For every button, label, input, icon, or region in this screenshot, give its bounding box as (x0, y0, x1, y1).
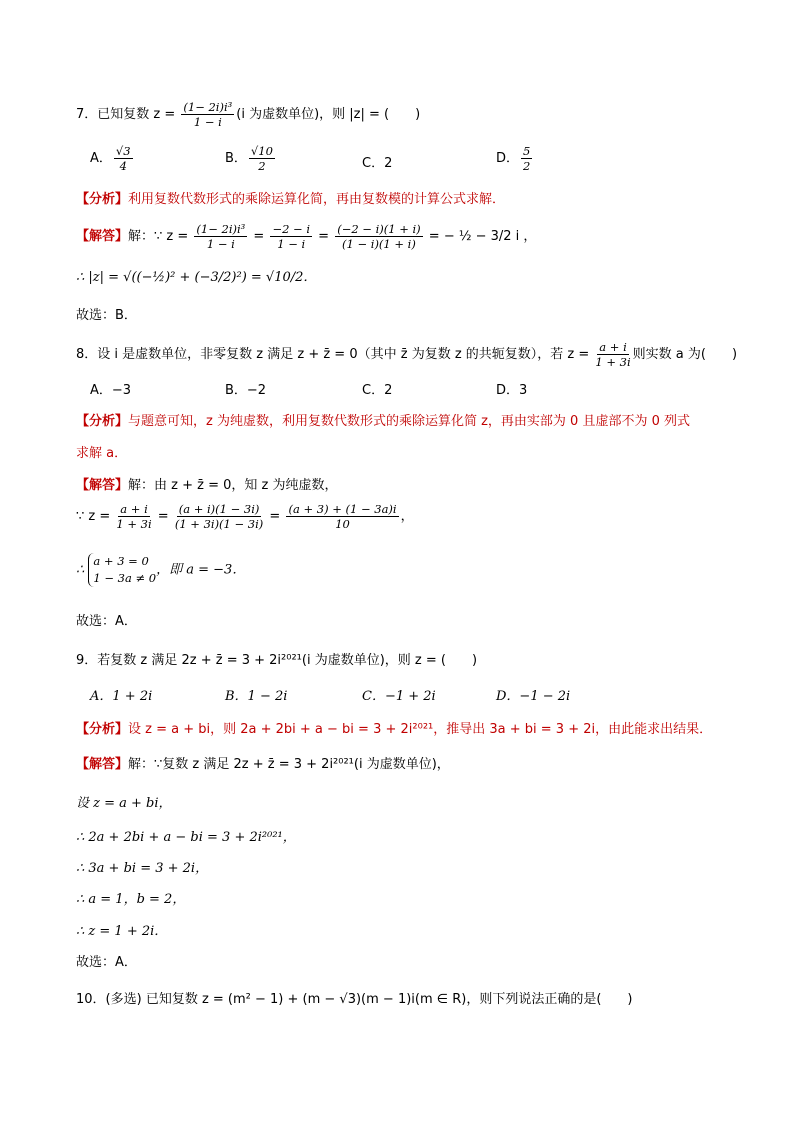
q9-option-a: A．1 + 2i (90, 689, 153, 704)
q9-option-c: C．−1 + 2i (362, 689, 436, 704)
q7-stem: 7．已知复数 z = $\frac{\text{(1− 2i)i³}}{1 - i}$ (i 为虚数单位)，则 |z| = ( ) (76, 100, 421, 129)
q8-option-d: D．3 (496, 383, 528, 398)
q7-analysis: 【分析】利用复数代数形式的乘除运算化简，再由复数模的计算公式求解． (76, 192, 506, 207)
q9-step: ∴ a = 1，b = 2， (76, 892, 186, 907)
q8-analysis: 【分析】与题意可知，z 为纯虚数，利用复数代数形式的乘除运算化简 z，再由实部为 0 且虚部不为 0 列式 (76, 414, 690, 429)
q7-option-c: C．2 (362, 156, 393, 171)
q9-step: 设 z = a + bi， (76, 796, 172, 811)
q10-stem: 10．(多选) 已知复数 z = (m² − 1) + (m − √3)(m − 1)i(m ∈ R)，则下列说法正确的是( ) (76, 992, 633, 1007)
q7-answer-line-2: ∴ |z| = √((−½)² + (−3/2)²) = √10/2． (76, 270, 317, 285)
q7-stem-fraction: $\frac{\text{(1− 2i)i³}}{1 - i}$ (183, 100, 233, 129)
q9-option-b: B．1 − 2i (225, 689, 288, 704)
q8-choice: 故选：A． (76, 614, 137, 629)
q9-analysis: 【分析】设 z = a + bi，则 2a + 2bi + a − bi = 3 + 2i²⁰²¹，推导出 3a + bi = 3 + 2i，由此能求出结果． (76, 722, 713, 737)
q7-choice: 故选：B． (76, 308, 137, 323)
q9-step: ∴ 2a + 2bi + a − bi = 3 + 2i²⁰²¹， (76, 830, 296, 845)
q8-answer-line-1: 【解答】解：由 z + z̄ = 0，知 z 为纯虚数， (76, 478, 338, 493)
q9-option-d: D．−1 − 2i (496, 689, 571, 704)
q8-answer-system: ∴ a + 3 = 0 1 − 3a ≠ 0 ，即 a = −3． (76, 554, 246, 585)
q9-step: ∴ 3a + bi = 3 + 2i， (76, 861, 209, 876)
q7-option-d: D． $\frac{5}{2}$ (496, 144, 531, 173)
q9-choice: 故选：A． (76, 955, 137, 970)
q9-step: ∴ z = 1 + 2i． (76, 924, 168, 939)
q8-option-b: B．−2 (225, 383, 267, 398)
q8-option-a: A．−3 (90, 383, 132, 398)
q7-option-b: B． $\frac{√10}{2}$ (225, 144, 273, 173)
q9-stem: 9．若复数 z 满足 2z + z̄ = 3 + 2i²⁰²¹(i 为虚数单位)，则 z = ( ) (76, 653, 478, 668)
q7-answer-line-1: 【解答】解：∵ z = $\frac{\text{(1− 2i)i³}}{1 - i}$ = $\frac{-2 - i}{1 - i}$ = $\frac{(-2 - i)(1 + i)}{(1 - i)(1 + i)}$ = − ½ − 3/2 i ， (76, 222, 537, 251)
q9-answer-line-1: 【解答】解：∵复数 z 满足 2z + z̄ = 3 + 2i²⁰²¹(i 为虚数单位)， (76, 757, 450, 772)
q8-option-c: C．2 (362, 383, 393, 398)
q8-answer-line-2: ∵ z = $\frac{a + i}{1 + 3i}$ = $\frac{(a + i)(1 - 3i)}{(1 + 3i)(1 - 3i)}$ = $\frac{(a + 3) + (1 - 3a)i}{10}$ ， (76, 502, 414, 531)
q8-analysis-cont: 求解 a． (76, 446, 128, 461)
q8-stem: 8．设 i 是虚数单位，非零复数 z 满足 z + z̄ = 0（其中 z̄ 为复数 z 的共轭复数），若 z = $\frac{a + i}{1 + 3i}$ 则实数 a 为( ) (76, 340, 738, 369)
q7-option-a: A． $\frac{√3}{4}$ (90, 144, 131, 173)
